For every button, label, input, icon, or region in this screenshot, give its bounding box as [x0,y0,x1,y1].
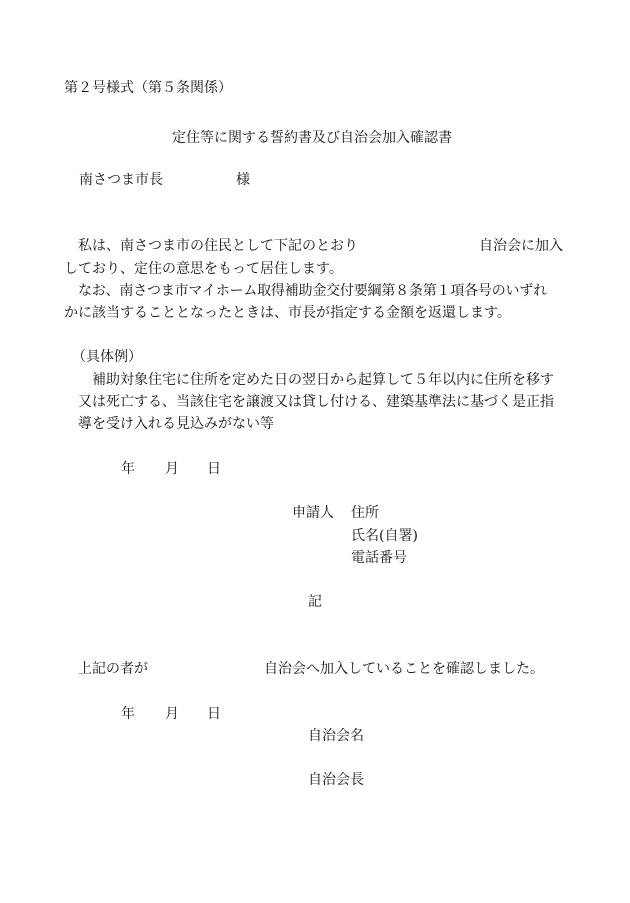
applicant-phone-label: 電話番号 [351,550,407,566]
applicant-date-year: 年 [121,461,135,477]
applicant-date-month: 月 [165,461,179,477]
pledge-line-1-end: 自治会に加入 [479,238,563,254]
pledge-line-1-start: 私は、南さつま市の住民として下記のとおり [78,238,358,254]
applicant-address-label: 住所 [351,505,379,521]
pledge-line-2: しており、定住の意思をもって居住します。 [64,261,343,277]
confirmation-start: 上記の者が [78,661,148,677]
record-heading: 記 [308,594,322,610]
pledge-line-3: なお、南さつま市マイホーム取得補助金交付要綱第８条第１項各号のいずれ [78,283,547,299]
applicant-label: 申請人 [292,505,334,521]
confirmation-date-month: 月 [165,706,179,722]
addressee-honorific: 様 [236,172,250,188]
pledge-line-4: かに該当することとなったときは、市長が指定する金額を返還します。 [64,305,511,321]
example-heading: （具体例） [72,349,142,365]
example-line-2: 又は死亡する、当該住宅を譲渡又は貸し付ける、建築基準法に基づく是正指 [78,394,554,410]
confirmation-date-day: 日 [207,706,221,722]
confirmation-end: 自治会へ加入していることを確認しました。 [264,661,544,677]
addressee-name: 南さつま市長 [79,172,163,188]
applicant-name-label: 氏名(自署) [351,528,418,544]
applicant-date-day: 日 [207,461,221,477]
confirmation-date-year: 年 [121,706,135,722]
example-line-1: 補助対象住宅に住所を定めた日の翌日から起算して５年以内に住所を移す [92,372,554,388]
association-head-label: 自治会長 [308,772,364,788]
association-name-label: 自治会名 [308,728,364,744]
document-title: 定住等に関する誓約書及び自治会加入確認書 [172,130,452,146]
form-number: 第２号様式（第５条関係） [64,80,232,96]
example-line-3: 導を受け入れる見込みがない等 [78,416,274,432]
